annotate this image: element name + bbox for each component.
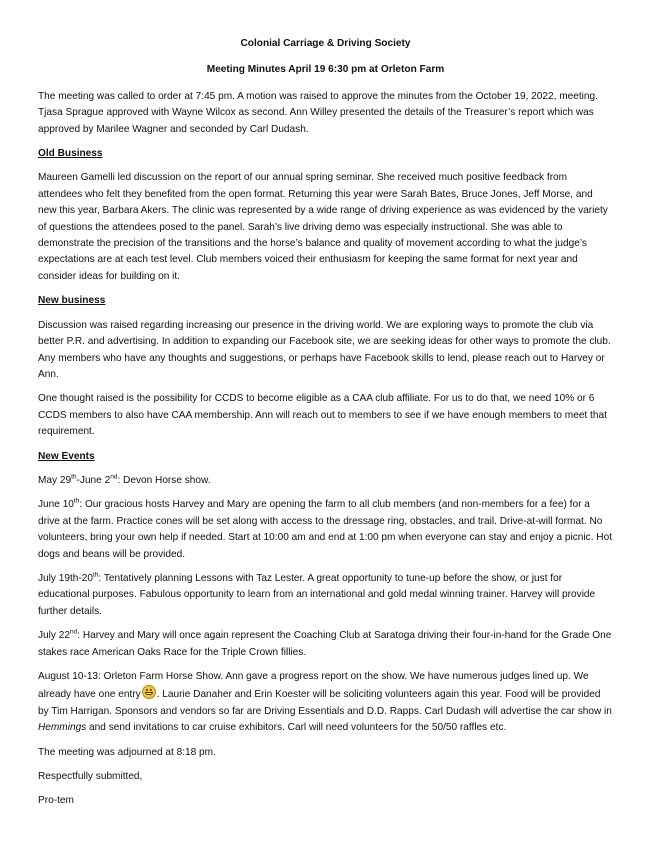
- intro-paragraph: The meeting was called to order at 7:45 pm. A motion was raised to approve the minutes from the October 19, 2022, meeting. Tjasa Sprague approved with Wayne Wilcox as second. Ann Willey presented the details of the Treasurer’s report which was approved by Marilee Wagner and seconded by Carl Dudash.: [38, 90, 598, 135]
- new-business-paragraph-1: Discussion was raised regarding increasing our presence in the driving world. We are exploring ways to promote the club via better P.R. and advertising. In addition to expanding our Facebook site, we are seeking ideas for other ways to promote the club. Any members who have any thoughts and suggestions, or perhaps have Facebook skills to lend, please reach out to Harvey or Ann.: [38, 319, 611, 380]
- minutes-document: [38, 36, 613, 818]
- new-events-heading: New Events: [38, 450, 95, 462]
- event-orleton-horse-show: August 10-13: Orleton Farm Horse Show. Ann gave a progress report on the show. We have numerous judges lined up. We already have one entry . Laurie Danaher and Erin Koester will be soliciting volunteers again this year. Food will be provided by Tim Harrigan. Sponsors and vendors so far are Driving Essentials and D.D. Rapps. Carl Dudash will advertise the car show in Hemmings and send invitations to car cruise exhibitors. Carl will need volunteers for the 50/50 raffles etc.: [38, 671, 612, 734]
- meeting-title: Meeting Minutes April 19 6:30 pm at Orleton Farm: [206, 64, 445, 76]
- new-business-paragraph-2: One thought raised is the possibility for CCDS to become eligible as a CAA club affiliate. For us to do that, we need 10% or 6 CCDS members to also have CAA membership. Ann will reach out to members to see if we have enough members to meet that requirement.: [38, 393, 607, 438]
- event-saratoga: July 22nd: Harvey and Mary will once again represent the Coaching Club at Saratoga driving their four-in-hand for the Grade One stakes race American Oaks Race for the Triple Crown fillies.: [38, 628, 612, 658]
- org-title: Colonial Carriage & Driving Society: [240, 38, 411, 49]
- old-business-heading: Old Business: [38, 148, 103, 160]
- event-lessons: July 19th-20th: Tentatively planning Lessons with Taz Lester. A great opportunity to tune-up before the show, or just for educational purposes. Fabulous opportunity to learn from an international and gold medal winning trainer. Harvey will provide further details.: [38, 571, 596, 617]
- event-devon-horse-show: May 29th-June 2nd: Devon Horse show.: [38, 473, 211, 486]
- adjourned-line: The meeting was adjourned at 8:18 pm.: [38, 746, 216, 758]
- grinning-face-icon: [142, 685, 156, 699]
- new-business-heading: New business: [38, 295, 106, 307]
- closing-line: Respectfully submitted,: [38, 771, 143, 783]
- event-farm-drive: June 10th: Our gracious hosts Harvey and Mary are opening the farm to all club members (and non-members for a fee) for a drive at the farm. Practice cones will be set along with access to the dressage ring, obstacles, and trail. Drive-at-will format. No volunteers, bring your own help if needed. Start at 10:00 am and end at 1:00 pm when everyone can stay and enjoy a picnic. Hot dogs and beans will be provided.: [38, 497, 613, 560]
- old-business-paragraph: Maureen Gamelli led discussion on the report of our annual spring seminar. She received much positive feedback from attendees who felt they benefited from the open format. Returning this year were Sarah Bates, Bruce Jones, Jeff Morse, and new this year, Barbara Akers. The clinic was represented by a wide range of driving experience as was evidenced by the variety of questions the attendees posed to the panel. Sarah’s live driving demo was especially instructional. She was able to demonstrate the precision of the transitions and the horse’s balance and quality of movement according to what the judge’s expectations are at each test level. Club members voiced their enthusiasm for keeping the same format for next year and consider ideas for building on it.: [38, 172, 608, 282]
- signature-line: Pro-tem: [38, 795, 74, 807]
